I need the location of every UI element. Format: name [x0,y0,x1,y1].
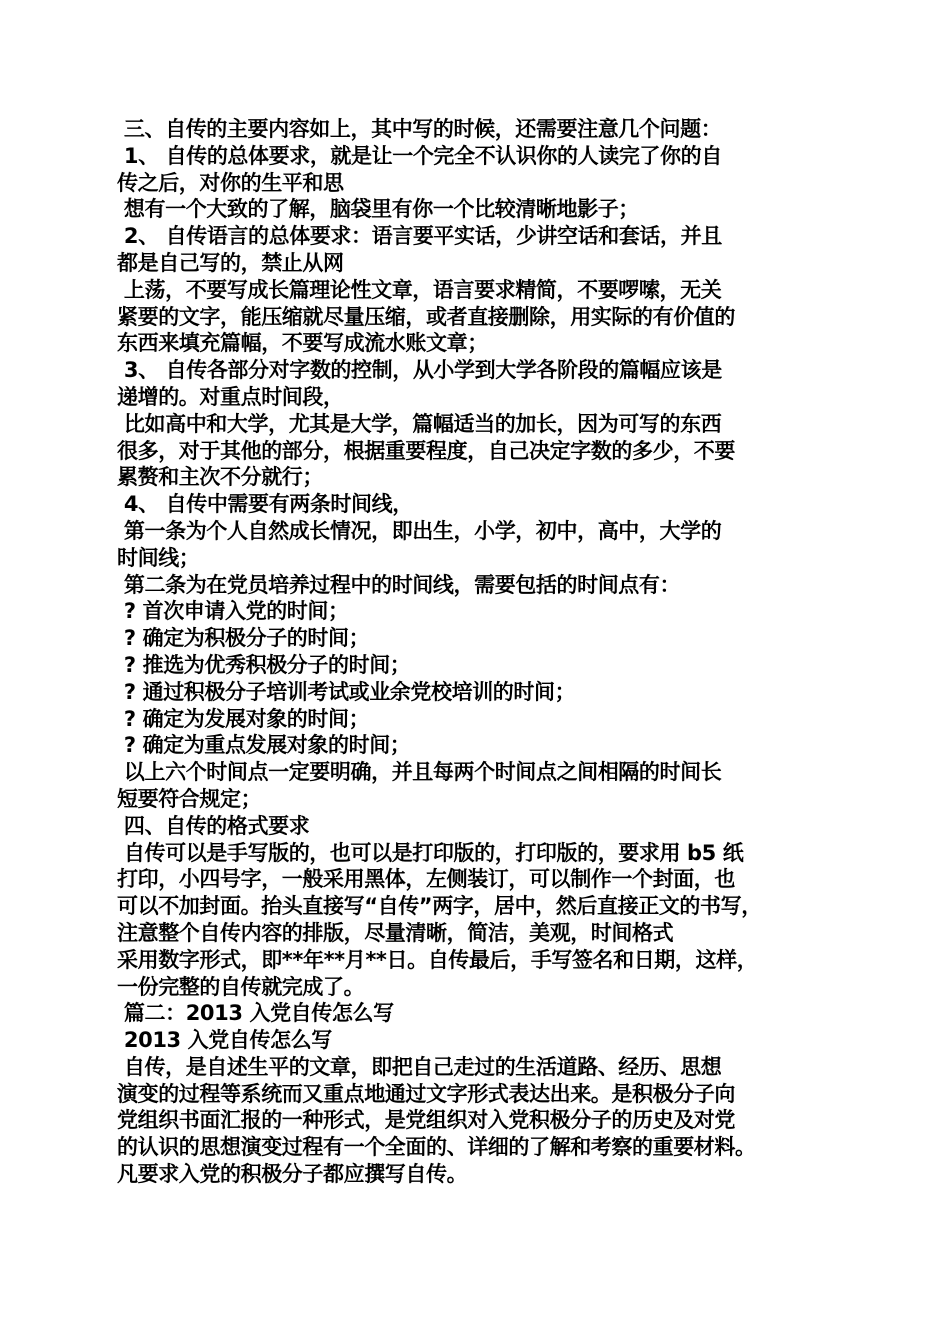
text-line: 一份完整的自传就完成了。 [117,974,365,999]
text-line: 自传，是自述生平的文章，即把自己走过的生活道路、经历、思想 [117,1054,722,1079]
text-line: 2013 入党自传怎么写 [117,1028,332,1053]
text-line: 演变的过程等系统而又重点地通过文字形式表达出来。是积极分子向 [117,1081,735,1106]
text-line: 传之后，对你的生平和思 [117,170,344,195]
text-line: 凡要求入党的积极分子都应撰写自传。 [117,1162,468,1187]
text-line: ? 推选为优秀积极分子的时间； [117,652,411,677]
text-line: 注意整个自传内容的排版，尽量清晰，简洁，美观，时间格式 [117,920,674,945]
text-line: ? 确定为发展对象的时间； [117,706,370,731]
text-line: 采用数字形式，即**年**月**日。自传最后，手写签名和日期，这样， [117,947,758,972]
text-line: 可以不加封面。抬头直接写“自传”两字，居中，然后直接正文的书写， [117,894,762,919]
text-line: 三、自传的主要内容如上，其中写的时候，还需要注意几个问题： [117,117,722,141]
text-line: 党组织书面汇报的一种形式，是党组织对入党积极分子的历史及对党 [117,1108,735,1133]
text-line: 2、 自传语言的总体要求：语言要平实话，少讲空话和套话，并且 [117,224,722,249]
text-line: 很多，对于其他的部分，根据重要程度，自己决定字数的多少，不要 [117,438,735,463]
text-line: ? 通过积极分子培训考试或业余党校培训的时间； [117,679,576,704]
text-line: ? 首次申请入党的时间； [117,599,349,624]
text-line: ? 确定为重点发展对象的时间； [117,733,411,758]
text-line: 都是自己写的，禁止从网 [117,250,344,275]
text-line: 累赘和主次不分就行； [117,465,323,490]
text-line: 第一条为个人自然成长情况，即出生，小学，初中，高中，大学的 [117,518,722,543]
text-line: 想有一个大致的了解，脑袋里有你一个比较清晰地影子； [117,197,639,222]
text-line: 递增的。对重点时间段， [117,384,344,409]
text-line: 自传可以是手写版的，也可以是打印版的，打印版的，要求用 b5 纸 [117,840,744,865]
text-line: 紧要的文字，能压缩就尽量压缩，或者直接删除，用实际的有价值的 [117,304,735,329]
document-body [117,116,847,1188]
text-line: 第二条为在党员培养过程中的时间线，需要包括的时间点有： [117,572,681,597]
text-line: 的认识的思想演变过程有一个全面的、详细的了解和考察的重要材料。 [117,1135,756,1160]
text-line: 4、 自传中需要有两条时间线， [117,492,413,517]
text-line: 短要符合规定； [117,786,262,811]
text-line: ? 确定为积极分子的时间； [117,626,370,651]
text-line: 篇二：2013 入党自传怎么写 [117,1001,394,1026]
text-line: 以上六个时间点一定要明确，并且每两个时间点之间相隔的时间长 [117,760,722,785]
text-line: 1、 自传的总体要求，就是让一个完全不认识你的人读完了你的自 [117,143,722,168]
text-line: 3、 自传各部分对字数的控制，从小学到大学各阶段的篇幅应该是 [117,358,722,383]
text-line: 四、自传的格式要求 [117,813,310,838]
text-line: 打印，小四号字，一般采用黑体，左侧装订，可以制作一个封面，也 [117,867,735,892]
text-line: 东西来填充篇幅，不要写成流水账文章； [117,331,488,356]
text-line: 比如高中和大学，尤其是大学，篇幅适当的加长，因为可写的东西 [117,411,722,436]
text-line: 上荡，不要写成长篇理论性文章，语言要求精简，不要啰嗦，无关 [117,277,722,302]
text-line: 时间线； [117,545,200,570]
